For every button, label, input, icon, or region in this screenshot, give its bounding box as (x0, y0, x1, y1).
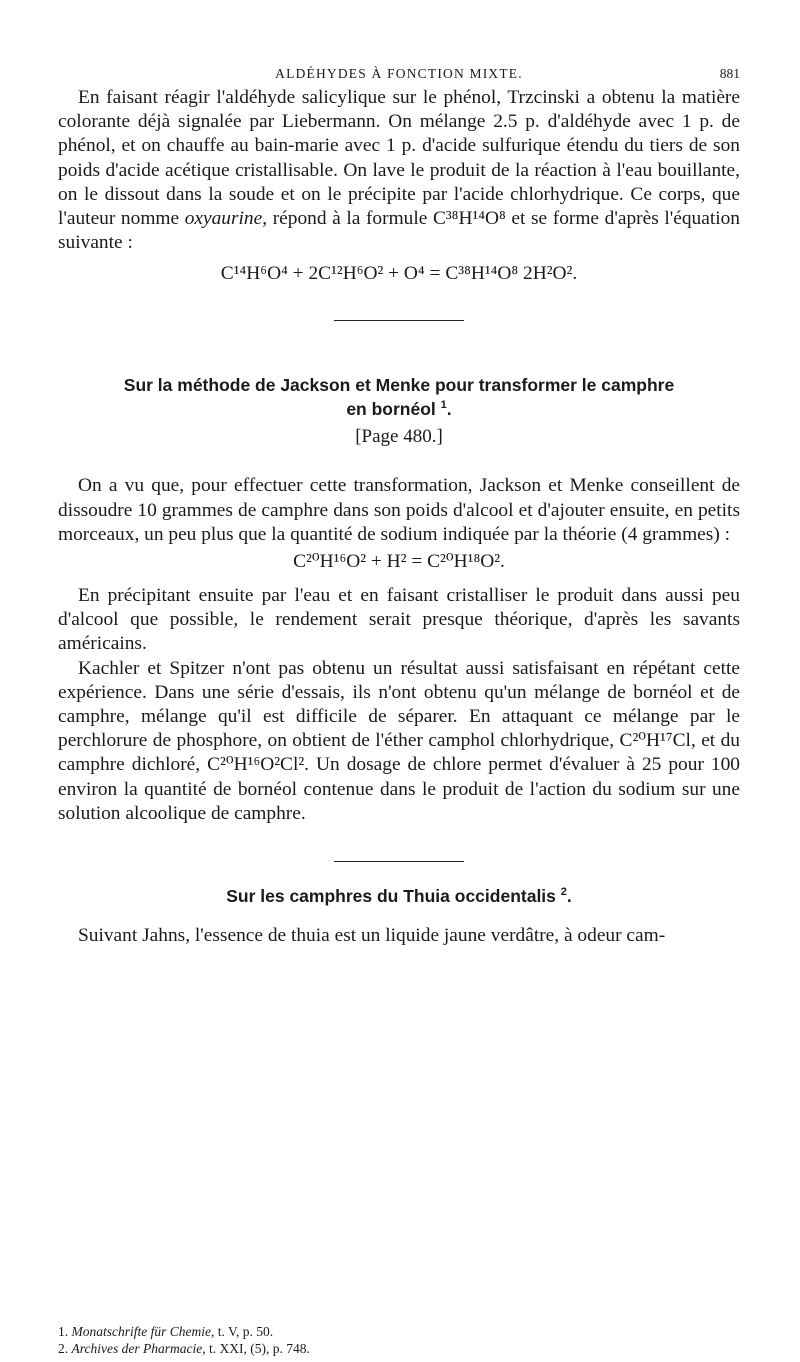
paragraph-kachler-spitzer: Kachler et Spitzer n'ont pas obtenu un résultat aussi satisfaisant en répétant cette expérience. Dans une série d'essais, ils n'ont obtenu qu'un mélange de bornéol et de camphre, mélange qu'il est difficile de séparer. En attaquant ce mélange par le perchlorure de phosphore, on obtient de l'éther camphol chlorhydrique, C²⁰H¹⁷Cl, et du camphre dichloré, C²⁰H¹⁶O²Cl². Un dosage de chlore permet d'évaluer à 25 pour 100 environ la quantité de bornéol contenue dans le produit de l'action du sodium sur une solution alcoolique de camphre. (58, 657, 740, 824)
footnote-ref: 1 (440, 399, 447, 412)
page-reference: [Page 480.] (355, 426, 443, 448)
running-head (58, 66, 740, 84)
heading-line: Sur la méthode de Jackson et Menke pour transformer le camphre (123, 375, 675, 396)
paragraph-text: , répond à la formule C³⁸H¹⁴O⁸ et se forme d'après l'équation suivante : (58, 208, 740, 254)
running-title: ALDÉHYDES À FONCTION MIXTE. (275, 66, 523, 81)
paragraph-jahns: Suivant Jahns, l'essence de thuia est un liquide jaune verdâtre, à odeur cam- (78, 925, 666, 947)
equation-borneol: C²⁰H¹⁶O² + H² = C²⁰H¹⁸O². (293, 551, 505, 573)
footnote-ref: 2 (560, 886, 567, 899)
footnote-journal: Monatschrifte für Chemie (71, 1324, 211, 1339)
page-number: 881 (719, 66, 740, 81)
section-heading-thuia: Sur les camphres du Thuia occidentalis $^2$. (226, 886, 572, 907)
equation-oxyaurine: C¹⁴H⁶O⁴ + 2C¹²H⁶O² + O⁴ = C³⁸H¹⁴O⁸ 2H²O². (220, 263, 578, 285)
section-divider (334, 861, 464, 862)
paragraph-rendement: En précipitant ensuite par l'eau et en faisant cristalliser le produit dans aussi peu d'alcool que possible, le rendement serait presque théorique, d'après les savants américains. (58, 585, 740, 655)
paragraph-jackson-menke: On a vu que, pour effectuer cette transformation, Jackson et Menke conseillent de dissoudre 10 grammes de camphre dans son poids d'alcool et d'ajouter ensuite, en petits morceaux, un peu plus que la quantité de sodium indiquée par la théorie (4 grammes) : (58, 475, 740, 545)
emphasis-oxyaurine: oxyaurine (184, 208, 263, 230)
body-text (58, 86, 740, 948)
footnotes (58, 1323, 740, 1357)
footnote-2: 2. Archives der Pharmacie, t. XXI, (5), p. 748. (58, 1341, 310, 1356)
section-divider (334, 320, 464, 321)
section-heading-borneol (58, 373, 740, 421)
heading-line: en bornéol $^1$. (346, 399, 452, 420)
footnote-1: 1. Monatschrifte für Chemie, t. V, p. 50. (58, 1324, 274, 1339)
footnote-journal: Archives der Pharmacie (71, 1341, 203, 1356)
paragraph-text: En faisant réagir l'aldéhyde salicylique sur le phénol, Trzcinski a obtenu la matière colorante déjà signalée par Liebermann. On mélange 2.5 p. d'aldéhyde avec 1 p. de phénol, et on chauffe au bain-marie avec 1 p. d'acide sulfurique étendu du tiers de son poids d'acide acétique cristallisable. On lave le produit de la réaction à l'eau bouillante, on le dissout dans la soude et on le précipite par l'acide chlorhydrique. Ce corps, que l'auteur nomme (58, 87, 740, 230)
paragraph-oxyaurine (58, 86, 740, 255)
